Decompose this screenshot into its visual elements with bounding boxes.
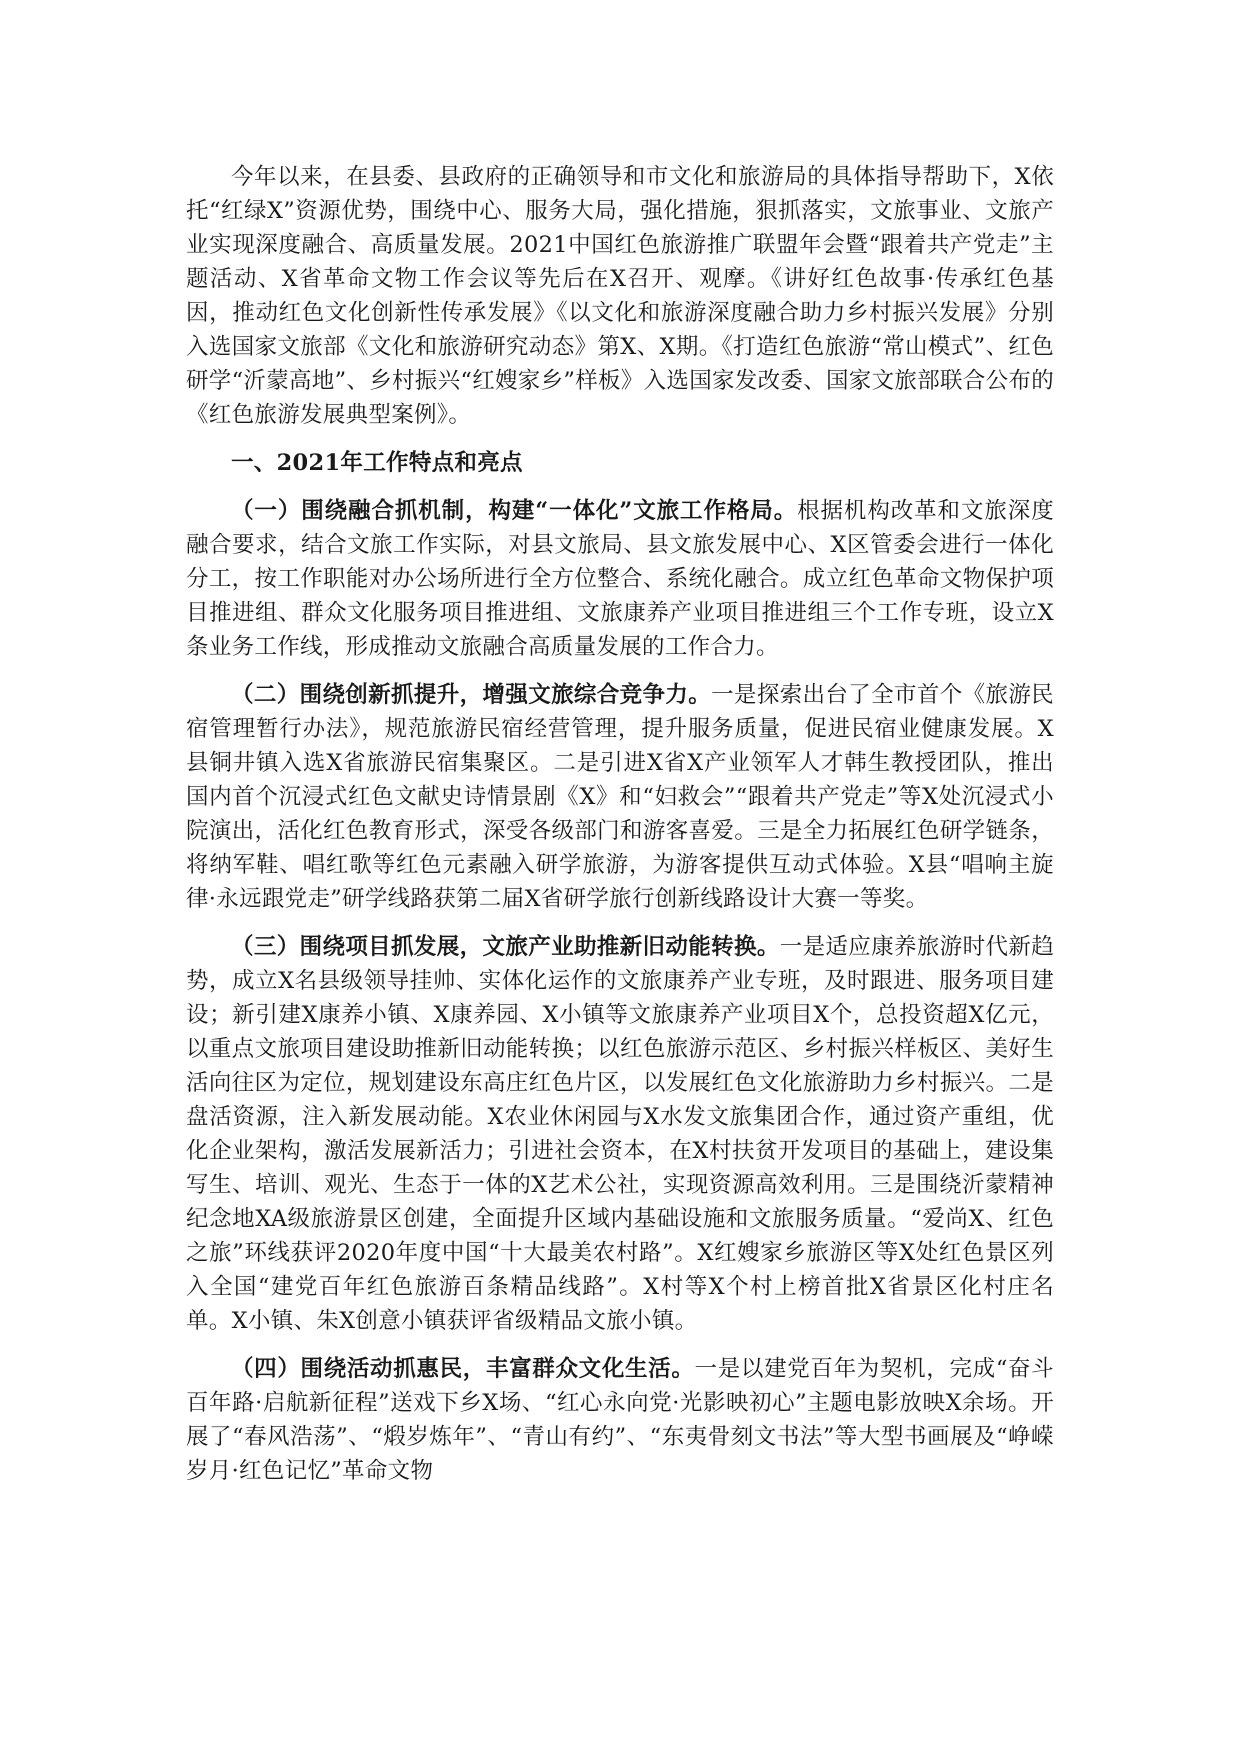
section-title: （二）围绕创新抓提升，增强文旅综合竞争力。 xyxy=(231,682,712,708)
section-heading: 一、2021年工作特点和亮点 xyxy=(231,450,523,476)
section-paragraph xyxy=(186,1352,1054,1488)
section-body: 根据机构改革和文旅深度融合要求，结合文旅工作实际，对县文旅局、县文旅发展中心、X区管委会进行一体化分工，按工作职能对办公场所进行全方位整合、系统化融合。成立红色革命文物保护项目推进组、群众文化服务项目推进组、文旅康养产业项目推进组三个工作专班，设立X条业务工作线，形成推动文旅融合高质量发展的工作合力。 xyxy=(186,498,1054,660)
section-title: （一）围绕融合抓机制，构建“一体化”文旅工作格局。 xyxy=(231,498,798,524)
section-body: 一是适应康养旅游时代新趋势，成立X名县级领导挂帅、实体化运作的文旅康养产业专班，及时跟进、服务项目建设；新引建X康养小镇、X康养园、X小镇等文旅康养产业项目X个，总投资超X亿元，以重点文旅项目建设助推新旧动能转换；以红色旅游示范区、乡村振兴样板区、美好生活向往区为定位，规划建设东高庄红色片区，以发展红色文化旅游助力乡村振兴。二是盘活资源，注入新发展动能。X农业休闲园与X水发文旅集团合作，通过资产重组，优化企业架构，激活发展新活力；引进社会资本，在X村扶贫开发项目的基础上，建设集写生、培训、观光、生态于一体的X艺术公社，实现资源高效利用。三是围绕沂蒙精神纪念地XA级旅游景区创建，全面提升区域内基础设施和文旅服务质量。“爱尚X、红色之旅”环线获评2020年度中国“十大最美农村路”。X红嫂家乡旅游区等X处红色景区列入全国“建党百年红色旅游百条精品线路”。X村等X个村上榜首批X省景区化村庄名单。X小镇、朱X创意小镇获评省级精品文旅小镇。 xyxy=(186,934,1054,1334)
section-body: 一是探索出台了全市首个《旅游民宿管理暂行办法》，规范旅游民宿经营管理，提升服务质量，促进民宿业健康发展。X县铜井镇入选X省旅游民宿集聚区。二是引进X省X产业领军人才韩生教授团队，推出国内首个沉浸式红色文献史诗情景剧《X》和“妇救会”“跟着共产党走”等X处沉浸式小院演出，活化红色教育形式，深受各级部门和游客喜爱。三是全力拓展红色研学链条，将纳军鞋、唱红歌等红色元素融入研学旅游，为游客提供互动式体验。X县“唱响主旋律·永远跟党走”研学线路获第二届X省研学旅行创新线路设计大赛一等奖。 xyxy=(186,682,1054,912)
section-title: （三）围绕项目抓发展，文旅产业助推新旧动能转换。 xyxy=(231,934,780,960)
intro-paragraph: 今年以来，在县委、县政府的正确领导和市文化和旅游局的具体指导帮助下，X依托“红绿X”资源优势，围绕中心、服务大局，强化措施，狠抓落实，文旅事业、文旅产业实现深度融合、高质量发展。2021中国红色旅游推广联盟年会暨“跟着共产党走”主题活动、X省革命文物工作会议等先后在X召开、观摩。《讲好红色故事·传承红色基因，推动红色文化创新性传承发展》《以文化和旅游深度融合助力乡村振兴发展》分别入选国家文旅部《文化和旅游研究动态》第X、X期。《打造红色旅游“常山模式”、红色研学“沂蒙高地”、乡村振兴“红嫂家乡”样板》入选国家发改委、国家文旅部联合公布的《红色旅游发展典型案例》。 xyxy=(186,164,1055,428)
section-title: （四）围绕活动抓惠民，丰富群众文化生活。 xyxy=(231,1356,695,1382)
section-body: 一是以建党百年为契机，完成“奋斗百年路·启航新征程”送戏下乡X场、“红心永向党·光影映初心”主题电影放映X余场。开展了“春风浩荡”、“煅岁炼年”、“青山有约”、“东夷骨刻文书法”等大型书画展及“峥嵘岁月·红色记忆”革命文物 xyxy=(186,1356,1054,1484)
document-page xyxy=(186,160,1054,1502)
section-paragraph xyxy=(186,678,1054,916)
section-paragraph xyxy=(186,494,1054,664)
section-paragraph xyxy=(186,930,1054,1338)
